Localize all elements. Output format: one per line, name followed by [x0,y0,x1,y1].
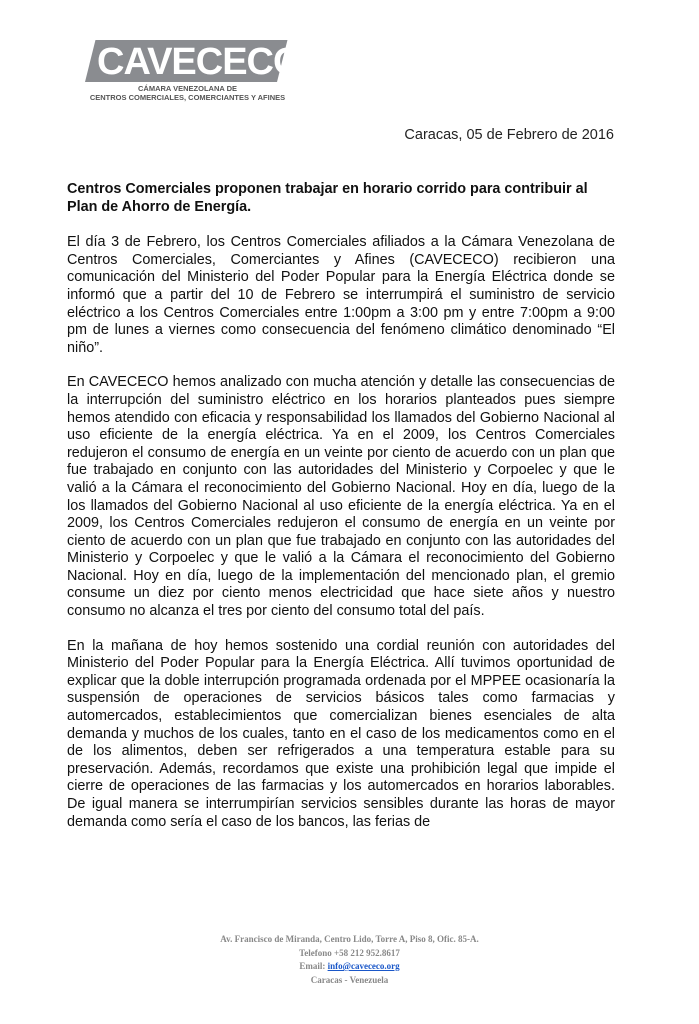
footer-email-link[interactable]: info@cavececo.org [327,961,400,971]
footer-email-label: Email: [299,961,326,971]
letter-date: Caracas, 05 de Febrero de 2016 [404,127,614,143]
letter-body [67,181,615,848]
logo-name: CAVECECO [97,41,302,83]
cavececo-logo [85,40,302,102]
paragraph-3: En la mañana de hoy hemos sostenido una cordial reunión con autoridades del Ministerio del Poder Popular para la Energía Eléctrica. Allí tuvimos oportunidad de explicar que la doble interrupción programada ordenada por el MPPEE ocasionaría la suspensión de operaciones de servicios básicos tales como farmacias y automercados, establecimientos que comercializan bienes esenciales de alta demanda y muchos de los cuales, tanto en el caso de los medicamentos como en el de los alimentos, deben ser refrigerados a una temperatura estable para su preservación. Además, recordamos que existe una prohibición legal que impide el cierre de operaciones de las farmacias y los automercados en horarios laborables. De igual manera se interrumpirían servicios sensibles durante las horas de mayor demanda como sería el caso de los bancos, las ferias de [67,637,615,830]
logo-subtitle [85,84,290,102]
footer-city: Caracas - Venezuela [310,974,389,985]
paragraph-2: En CAVECECO hemos analizado con mucha atención y detalle las consecuencias de la interrupción del suministro eléctrico en los horarios planteados pues siempre hemos atendido con eficacia y responsabilidad los llamados del Gobierno Nacional al uso eficiente de la energía eléctrica. Ya en el 2009, los Centros Comerciales redujeron el consumo de energía en un veinte por ciento de acuerdo con un plan que fue trabajado en conjunto con las autoridades del Ministerio y Corpoelec y que le valió a la Cámara el reconocimiento del Gobierno Nacional. Hoy en día, luego de la los llamados del Gobierno Nacional al uso eficiente de la energía eléctrica. Ya en el 2009, los Centros Comerciales redujeron el consumo de energía en un veinte por ciento de acuerdo con un plan que fue trabajado en conjunto con las autoridades del Ministerio y Corpoelec y que le valió a la Cámara el reconocimiento del Gobierno Nacional. Hoy en día, luego de la implementación del mencionado plan, el gremio consume un diez por ciento menos electricidad que hace siete años y nuestro consumo no alcanza el tres por ciento del consumo total del país. [67,374,615,620]
footer-address: Av. Francisco de Miranda, Centro Lido, Torre A, Piso 8, Ofic. 85-A. [220,934,479,944]
press-release-title: Centros Comerciales proponen trabajar en horario corrido para contribuir al Plan de Ahorro de Energía. [67,181,588,215]
letter-footer [0,933,699,987]
paragraph-1: El día 3 de Febrero, los Centros Comerciales afiliados a la Cámara Venezolana de Centros Comerciales, Comerciantes y Afines (CAVECECO) recibieron una comunicación del Ministerio del Poder Popular para la Energía Eléctrica donde se informó que a partir del 10 de Febrero se interrumpirá el suministro de servicio eléctrico a los Centros Comerciales entre 1:00pm a 3:00 pm y entre 7:00pm a 9:00 pm de lunes a viernes como consecuencia del fenómeno climático denominado “El niño”. [67,234,615,356]
logo-subtitle-line2: CENTROS COMERCIALES, COMERCIANTES Y AFINES [89,93,286,102]
logo-subtitle-line1: CÁMARA VENEZOLANA DE [137,84,238,93]
footer-email-line [0,960,699,974]
footer-phone: Telefono +58 212 952.8617 [299,947,400,958]
